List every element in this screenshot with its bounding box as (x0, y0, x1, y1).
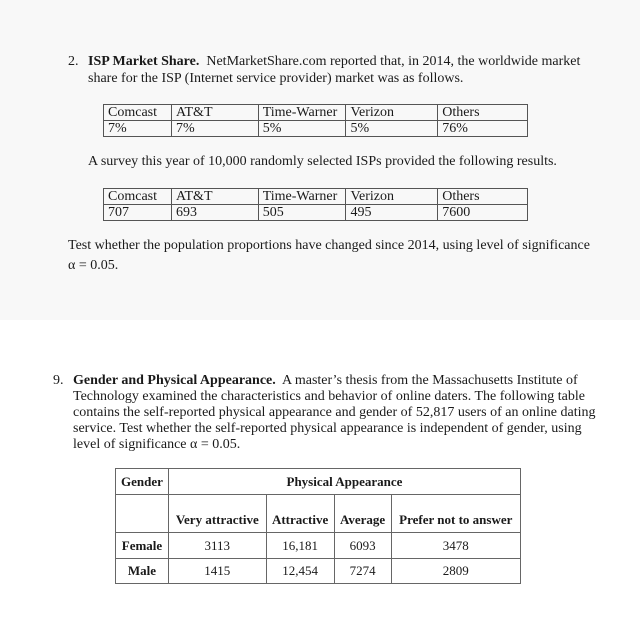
row-label: Female (116, 533, 169, 559)
table-cell: 7% (171, 121, 258, 137)
problem-9-line-4: service. Test whether the self-reported physical appearance is independent of gender, using (73, 421, 582, 436)
table-cell: 76% (438, 121, 528, 137)
column-header: Very attractive (168, 495, 266, 533)
problem-9-number: 9. (53, 373, 64, 388)
column-header: Attractive (266, 495, 334, 533)
problem-9-text: A master’s thesis from the Massachusetts Institute of (282, 373, 578, 388)
table-cell: 2809 (391, 559, 520, 584)
table-cell: 3113 (168, 533, 266, 559)
survey-results-table (103, 188, 528, 221)
physical-appearance-header: Physical Appearance (168, 469, 520, 495)
table-cell: 495 (346, 205, 438, 221)
table-cell: Verizon (346, 105, 438, 121)
table-cell: 505 (258, 205, 346, 221)
table-cell: Comcast (104, 189, 172, 205)
problem-2-number: 2. (68, 54, 79, 69)
survey-text: A survey this year of 10,000 randomly selected ISPs provided the following results. (88, 154, 557, 169)
table-row (116, 533, 521, 559)
problem-9-line-2: Technology examined the characteristics and behavior of online daters. The following table (73, 389, 585, 404)
problem-9-line-5: level of significance α = 0.05. (73, 437, 241, 452)
table-row (104, 121, 528, 137)
table-cell: 5% (258, 121, 346, 137)
table-cell: Time-Warner (258, 105, 346, 121)
table-row (104, 205, 528, 221)
table-cell: 3478 (391, 533, 520, 559)
row-label: Male (116, 559, 169, 584)
problem-2-intro-text: NetMarketShare.com reported that, in 2014, the worldwide market (206, 54, 581, 69)
table-cell: Time-Warner (258, 189, 346, 205)
table-row (116, 559, 521, 584)
problem-9-title: Gender and Physical Appearance. (73, 373, 276, 388)
problem-2-intro-line-2: share for the ISP (Internet service provider) market was as follows. (88, 71, 464, 86)
test-line-2: α = 0.05. (68, 258, 119, 273)
table-cell: Others (438, 189, 528, 205)
table-cell: 7% (104, 121, 172, 137)
table-cell: AT&T (171, 105, 258, 121)
table-header-row (116, 469, 521, 495)
table-cell: Others (438, 105, 528, 121)
column-header-row (116, 495, 521, 533)
table-cell: 6093 (334, 533, 391, 559)
gender-header: Gender (116, 469, 169, 495)
column-header: Average (334, 495, 391, 533)
table-cell: 16,181 (266, 533, 334, 559)
table-cell: 1415 (168, 559, 266, 584)
problem-2-title: ISP Market Share. (88, 54, 200, 69)
table-cell: Verizon (346, 189, 438, 205)
market-share-table (103, 104, 528, 137)
table-cell (116, 495, 169, 533)
problem-9-line-1 (73, 373, 578, 389)
table-cell: 707 (104, 205, 172, 221)
table-header-row (104, 105, 528, 121)
appearance-gender-table (115, 468, 521, 584)
table-cell: 7600 (438, 205, 528, 221)
table-cell: 5% (346, 121, 438, 137)
table-cell: Comcast (104, 105, 172, 121)
problem-2-intro-line-1 (88, 54, 580, 70)
table-cell: 7274 (334, 559, 391, 584)
table-cell: 693 (171, 205, 258, 221)
table-cell: AT&T (171, 189, 258, 205)
test-line-1: Test whether the population proportions have changed since 2014, using level of significance (68, 238, 590, 253)
column-header: Prefer not to answer (391, 495, 520, 533)
table-header-row (104, 189, 528, 205)
table-cell: 12,454 (266, 559, 334, 584)
problem-9-line-3: contains the self-reported physical appearance and gender of 52,817 users of an online dating (73, 405, 596, 420)
